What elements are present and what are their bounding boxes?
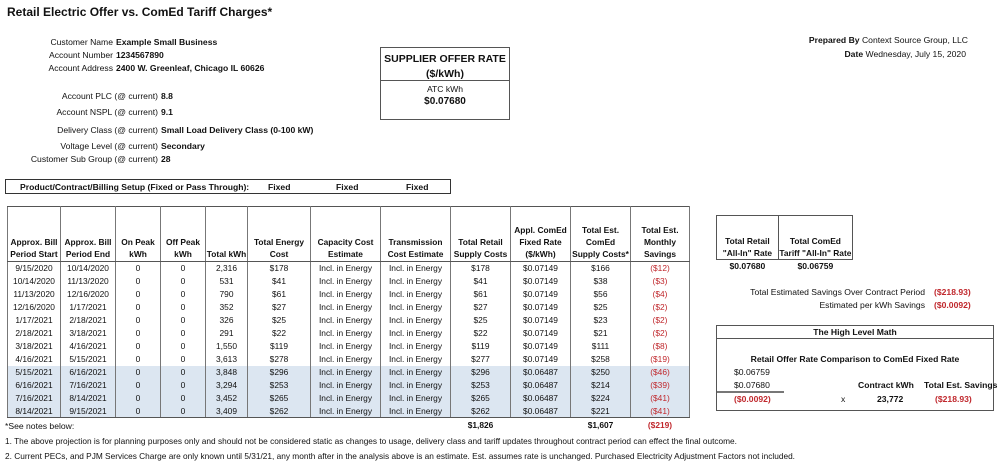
table-cell: $296 (248, 366, 311, 379)
table-cell: ($2) (631, 301, 690, 314)
field-label: Customer Name (50, 37, 113, 47)
table-cell: 326 (206, 314, 248, 327)
table-cell: $119 (248, 340, 311, 353)
table-cell: $277 (451, 353, 511, 366)
table-cell: 0 (116, 405, 161, 418)
column-header: Transmission Cost Estimate (381, 207, 451, 262)
table-cell: 0 (161, 262, 206, 275)
table-cell: $41 (248, 275, 311, 288)
table-cell: Incl. in Energy (381, 366, 451, 379)
table-cell: Incl. in Energy (381, 379, 451, 392)
table-cell: ($39) (631, 379, 690, 392)
field-label: Delivery Class (@ current) (57, 125, 158, 135)
table-cell: 6/16/2021 (61, 366, 116, 379)
table-cell: 3,848 (206, 366, 248, 379)
table-cell: Incl. in Energy (311, 340, 381, 353)
table-cell: $250 (571, 366, 631, 379)
table-cell: 12/16/2020 (8, 301, 61, 314)
page-title: Retail Electric Offer vs. ComEd Tariff Charges* (7, 5, 273, 19)
table-cell: 0 (161, 353, 206, 366)
table-cell: ($4) (631, 288, 690, 301)
table-cell: Incl. in Energy (311, 288, 381, 301)
table-cell: 1/17/2021 (8, 314, 61, 327)
table-cell: 0 (116, 327, 161, 340)
table-cell: $0.06487 (511, 405, 571, 418)
table-row (8, 327, 690, 340)
table-cell: $22 (248, 327, 311, 340)
table-cell: $214 (571, 379, 631, 392)
total-savings-label: Total Estimated Savings Over Contract Period (750, 287, 925, 297)
table-cell: Incl. in Energy (311, 366, 381, 379)
table-cell: 3,613 (206, 353, 248, 366)
table-cell: $278 (248, 353, 311, 366)
table-cell: 0 (116, 366, 161, 379)
table-cell: 0 (116, 301, 161, 314)
table-cell: 0 (161, 366, 206, 379)
table-cell: ($41) (631, 405, 690, 418)
billing-setup-bar: Product/Contract/Billing Setup (Fixed or Pass Through): Fixed Fixed Fixed (5, 179, 451, 194)
table-cell: 6/16/2021 (8, 379, 61, 392)
table-cell: $262 (451, 405, 511, 418)
table-cell: $296 (451, 366, 511, 379)
table-cell: $265 (451, 392, 511, 405)
field-value: 8.8 (161, 91, 173, 101)
table-cell: 3/18/2021 (8, 340, 61, 353)
column-header: Total Energy Cost (248, 207, 311, 262)
table-cell: Incl. in Energy (381, 262, 451, 275)
table-cell: 3,294 (206, 379, 248, 392)
table-cell: 11/13/2020 (61, 275, 116, 288)
table-cell: $178 (451, 262, 511, 275)
field-label: Account NSPL (@ current) (56, 107, 158, 117)
customer-field (0, 125, 313, 135)
table-cell: $0.06487 (511, 366, 571, 379)
table-cell: 3,452 (206, 392, 248, 405)
table-cell: $0.07149 (511, 327, 571, 340)
table-cell: $25 (451, 314, 511, 327)
high-level-math-box: The High Level Math Retail Offer Rate Comparison to ComEd Fixed Rate $0.06759 $0.07680 ($0.0092) x Contract kWh 23,772 Total Est. Savings ($218.93) (716, 325, 994, 411)
total-savings: ($219) (647, 419, 673, 430)
field-value: Example Small Business (116, 37, 218, 47)
field-label: Customer Sub Group (@ current) (30, 154, 158, 164)
table-cell: 5/15/2021 (61, 353, 116, 366)
notes-heading: *See notes below: (5, 421, 75, 431)
customer-field (0, 141, 205, 151)
table-cell: $0.06487 (511, 379, 571, 392)
customer-field (0, 37, 217, 47)
table-row (8, 405, 690, 418)
table-cell: 0 (116, 392, 161, 405)
table-cell: 3,409 (206, 405, 248, 418)
report-date: Date Wednesday, July 15, 2020 (844, 49, 966, 59)
total-savings-value: ($218.93) (934, 287, 971, 297)
table-cell: Incl. in Energy (381, 275, 451, 288)
table-cell: $0.07149 (511, 262, 571, 275)
per-kwh-savings-value: ($0.0092) (934, 300, 971, 310)
table-cell: Incl. in Energy (311, 392, 381, 405)
table-cell: $0.07149 (511, 301, 571, 314)
customer-field (0, 107, 173, 117)
table-cell: Incl. in Energy (311, 405, 381, 418)
field-label: Account Number (48, 50, 113, 60)
table-cell: 2/18/2021 (61, 314, 116, 327)
table-cell: $0.07149 (511, 275, 571, 288)
table-cell: $0.07149 (511, 288, 571, 301)
table-cell: $0.07149 (511, 314, 571, 327)
table-cell: Incl. in Energy (311, 327, 381, 340)
table-cell: ($8) (631, 340, 690, 353)
table-cell: 1,550 (206, 340, 248, 353)
table-cell: 1/17/2021 (61, 301, 116, 314)
table-cell: $258 (571, 353, 631, 366)
table-cell: 12/16/2020 (61, 288, 116, 301)
table-cell: 9/15/2021 (61, 405, 116, 418)
table-cell: Incl. in Energy (381, 301, 451, 314)
table-cell: ($41) (631, 392, 690, 405)
table-cell: 7/16/2021 (61, 379, 116, 392)
field-value: Small Load Delivery Class (0-100 kW) (161, 125, 314, 135)
table-cell: Incl. in Energy (381, 340, 451, 353)
table-cell: $41 (451, 275, 511, 288)
table-row (8, 288, 690, 301)
savings-table (7, 206, 690, 432)
table-cell: $22 (451, 327, 511, 340)
field-value: 28 (161, 154, 171, 164)
table-cell: 2,316 (206, 262, 248, 275)
table-cell: $0.07149 (511, 353, 571, 366)
total-retail: $1,826 (467, 419, 494, 430)
table-cell: Incl. in Energy (381, 353, 451, 366)
table-row (8, 314, 690, 327)
table-cell: 0 (161, 314, 206, 327)
prepared-by: Prepared By Context Source Group, LLC (808, 35, 968, 45)
table-cell: 8/14/2021 (61, 392, 116, 405)
table-cell: $27 (248, 301, 311, 314)
table-cell: $265 (248, 392, 311, 405)
table-cell: 0 (161, 405, 206, 418)
table-cell: ($12) (631, 262, 690, 275)
table-cell: 0 (161, 301, 206, 314)
table-cell: $56 (571, 288, 631, 301)
table-cell: 4/16/2021 (8, 353, 61, 366)
table-cell: $262 (248, 405, 311, 418)
table-cell: $61 (248, 288, 311, 301)
customer-field (0, 154, 171, 164)
table-cell: ($3) (631, 275, 690, 288)
table-cell: Incl. in Energy (311, 275, 381, 288)
table-cell: Incl. in Energy (311, 301, 381, 314)
table-cell: 352 (206, 301, 248, 314)
supplier-offer-rate-box: SUPPLIER OFFER RATE ($/kWh) ATC kWh $0.07680 (380, 47, 510, 120)
column-header: Approx. Bill Period Start (8, 207, 61, 262)
table-cell: 8/14/2021 (8, 405, 61, 418)
table-row (8, 340, 690, 353)
table-cell: 9/15/2020 (8, 262, 61, 275)
field-label: Account PLC (@ current) (61, 91, 158, 101)
table-cell: $61 (451, 288, 511, 301)
table-row (8, 353, 690, 366)
field-value: 1234567890 (116, 50, 164, 60)
table-cell: Incl. in Energy (311, 262, 381, 275)
table-row (8, 262, 690, 275)
subtraction-line (717, 391, 784, 393)
table-cell: 4/16/2021 (61, 340, 116, 353)
table-cell: $23 (571, 314, 631, 327)
table-cell: $253 (248, 379, 311, 392)
field-label: Account Address (48, 63, 113, 73)
table-cell: 0 (161, 340, 206, 353)
table-cell: ($46) (631, 366, 690, 379)
table-cell: $38 (571, 275, 631, 288)
field-value: 9.1 (161, 107, 173, 117)
table-cell: 0 (161, 392, 206, 405)
field-label: Voltage Level (@ current) (60, 141, 158, 151)
table-row (8, 379, 690, 392)
table-cell: 11/13/2020 (8, 288, 61, 301)
note-1: 1. The above projection is for planning purposes only and should not be considered static as changes to usage, delivery class and tariff updates throughout contract period can effect the final outcome. (5, 436, 737, 446)
per-kwh-savings-label: Estimated per kWh Savings (819, 300, 925, 310)
table-cell: $224 (571, 392, 631, 405)
table-cell: $21 (571, 327, 631, 340)
table-cell: 0 (116, 379, 161, 392)
total-comed: $1,607 (587, 419, 614, 430)
table-cell: 0 (161, 379, 206, 392)
table-cell: $0.07149 (511, 340, 571, 353)
note-2: 2. Current PECs, and PJM Services Charge are only known until 5/31/21, any month after in the analysis above is an estimate. Est. assumes rate is unchanged. Purchased Electricity Adjustment Factors not included. (5, 451, 795, 461)
table-cell: 0 (161, 275, 206, 288)
totals-row (8, 418, 690, 432)
table-cell: 0 (116, 288, 161, 301)
table-cell: Incl. in Energy (381, 392, 451, 405)
table-cell: 7/16/2021 (8, 392, 61, 405)
table-row (8, 275, 690, 288)
table-cell: Incl. in Energy (381, 405, 451, 418)
table-cell: 0 (116, 314, 161, 327)
customer-field (0, 63, 264, 73)
table-cell: $111 (571, 340, 631, 353)
table-cell: Incl. in Energy (381, 288, 451, 301)
table-row (8, 366, 690, 379)
column-header: Total Retail Supply Costs (451, 207, 511, 262)
table-row (8, 301, 690, 314)
table-cell: $221 (571, 405, 631, 418)
table-cell: 531 (206, 275, 248, 288)
table-cell: $25 (248, 314, 311, 327)
table-cell: 2/18/2021 (8, 327, 61, 340)
column-header: Appl. ComEd Fixed Rate ($/kWh) (511, 207, 571, 262)
table-cell: 0 (116, 340, 161, 353)
table-cell: 10/14/2020 (8, 275, 61, 288)
column-header: Capacity Cost Estimate (311, 207, 381, 262)
table-cell: 0 (161, 327, 206, 340)
field-value: Secondary (161, 141, 205, 151)
column-header: Total Est. Monthly Savings (631, 207, 690, 262)
table-cell: 0 (116, 353, 161, 366)
customer-field (0, 50, 164, 60)
table-cell: 0 (116, 275, 161, 288)
table-cell: $178 (248, 262, 311, 275)
table-cell: $166 (571, 262, 631, 275)
all-in-rate-table: Total Retail "All-In" Rate Total ComEd Tariff "All-In" Rate $0.07680 $0.06759 (716, 215, 853, 273)
table-cell: Incl. in Energy (311, 379, 381, 392)
table-cell: 0 (116, 262, 161, 275)
table-cell: Incl. in Energy (381, 327, 451, 340)
customer-field (0, 91, 173, 101)
table-cell: ($2) (631, 327, 690, 340)
table-cell: $253 (451, 379, 511, 392)
column-header: Total Est. ComEd Supply Costs* (571, 207, 631, 262)
table-cell: Incl. in Energy (311, 314, 381, 327)
column-header: Total kWh (206, 207, 248, 262)
table-cell: $25 (571, 301, 631, 314)
table-cell: $27 (451, 301, 511, 314)
column-header: Approx. Bill Period End (61, 207, 116, 262)
table-cell: 291 (206, 327, 248, 340)
table-cell: Incl. in Energy (381, 314, 451, 327)
field-value: 2400 W. Greenleaf, Chicago IL 60626 (116, 63, 265, 73)
table-cell: ($19) (631, 353, 690, 366)
table-cell: $119 (451, 340, 511, 353)
table-row (8, 392, 690, 405)
table-cell: $0.06487 (511, 392, 571, 405)
table-cell: 10/14/2020 (61, 262, 116, 275)
table-cell: 0 (161, 288, 206, 301)
table-cell: 3/18/2021 (61, 327, 116, 340)
table-cell: ($2) (631, 314, 690, 327)
column-header: Off Peak kWh (161, 207, 206, 262)
column-header: On Peak kWh (116, 207, 161, 262)
table-cell: 5/15/2021 (8, 366, 61, 379)
table-cell: Incl. in Energy (311, 353, 381, 366)
table-cell: 790 (206, 288, 248, 301)
